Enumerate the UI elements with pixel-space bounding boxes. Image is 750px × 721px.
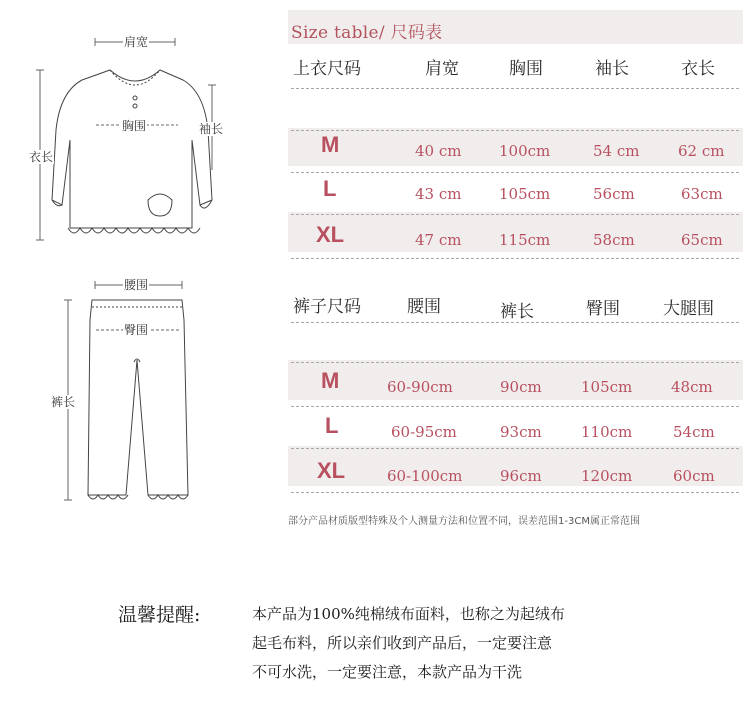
top-size-xl: XL [316,222,345,247]
top-header-length: 衣长 [681,59,715,79]
measurement-note: 部分产品材质版型特殊及个人测量方法和位置不同，误差范围1-3CM属正常范围 [288,516,640,527]
table-cell: 40 cm [415,142,462,160]
table-cell: 60-90cm [387,378,453,396]
top-length-label: 衣长 [29,150,54,164]
divider [291,88,739,89]
pants-header-length: 裤长 [500,302,534,322]
top-size-l: L [323,176,337,201]
pants-size-m: M [321,368,340,393]
divider [291,172,739,173]
divider [291,322,739,323]
reminder-line: 不可水洗，一定要注意，本款产品为干洗 [252,663,523,681]
table-cell: 56cm [593,185,635,203]
divider [291,130,739,131]
sleeve-label: 袖长 [199,122,224,136]
table-cell: 65cm [681,231,723,249]
table-cell: 90cm [500,378,542,396]
table-cell: 105cm [581,378,633,396]
pants-header-hip: 臀围 [586,299,620,319]
pants-length-label: 裤长 [51,395,76,409]
top-header-sleeve: 袖长 [595,59,629,79]
table-cell: 43 cm [415,185,462,203]
shoulder-label: 肩宽 [124,35,149,49]
table-cell: 58cm [593,231,635,249]
waist-label: 腰围 [124,278,149,292]
hip-label: 臀围 [124,323,149,337]
chest-label: 胸围 [122,119,147,133]
pants-header-waist: 腰围 [407,297,441,317]
table-cell: 62 cm [678,142,725,160]
top-header-chest: 胸围 [509,59,543,79]
pants-size-xl: XL [317,458,346,483]
divider [291,448,739,449]
size-table-title: Size table/ 尺码表 [291,23,443,43]
table-cell: 47 cm [415,231,462,249]
table-cell: 48cm [671,378,713,396]
table-cell: 63cm [681,185,723,203]
divider [291,406,739,407]
table-cell: 115cm [499,231,551,249]
table-cell: 120cm [581,467,633,485]
table-cell: 54 cm [593,142,640,160]
top-size-m: M [321,132,340,157]
pants-header-size: 裤子尺码 [293,297,361,317]
size-table [283,0,750,540]
divider [291,362,739,363]
table-cell: 54cm [673,423,715,441]
pants-size-l: L [325,413,339,438]
pants-header-thigh: 大腿围 [663,299,714,319]
divider [291,214,739,215]
divider [291,492,739,493]
reminder-line: 起毛布料，所以亲们收到产品后，一定要注意 [252,634,553,652]
top-header-size: 上衣尺码 [293,59,361,79]
garment-illustration [0,0,290,521]
reminder-title: 温馨提醒: [118,604,201,626]
table-cell: 96cm [500,467,542,485]
table-cell: 110cm [581,423,633,441]
table-cell: 93cm [500,423,542,441]
table-cell: 60-100cm [387,467,463,485]
table-cell: 100cm [499,142,551,160]
pajama-sketch [0,0,290,521]
top-header-shoulder: 肩宽 [425,59,459,79]
table-cell: 60cm [673,467,715,485]
reminder-line: 本产品为100%纯棉绒布面料，也称之为起绒布 [252,605,565,623]
table-cell: 60-95cm [391,423,457,441]
table-cell: 105cm [499,185,551,203]
divider [291,258,739,259]
